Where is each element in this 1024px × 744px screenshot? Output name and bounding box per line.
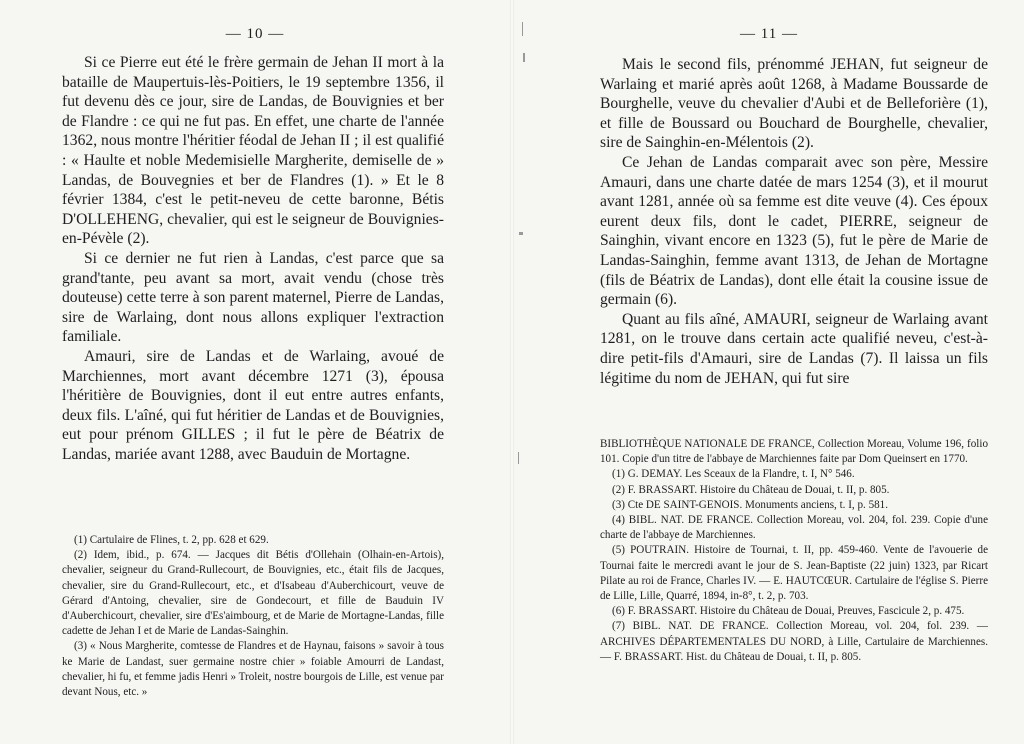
footnote: (7) BIBL. NAT. DE FRANCE. Collection Moreau, vol. 204, fol. 239. — ARCHIVES DÉPARTEMENTALES DU NORD, à Lille, Cartulaire de Marchiennes. — F. BRASSART. Hist. du Château de Douai, t. II, p. 805. [600, 620, 988, 663]
footnote: (5) POUTRAIN. Histoire de Tournai, t. II, pp. 459-460. Vente de l'avouerie de Tournai faite le mercredi avant le jour de S. Jean-Baptiste (22 juin) 1323, par Ricart Pilate au roi de France, Charles IV. — E. HAUTCŒUR. Cartulaire de l'église S. Pierre de Lille, Lille, Quarré, 1894, in-8°, t. 2, p. 703. [600, 544, 988, 603]
right-page [514, 0, 1024, 744]
body-text [62, 53, 444, 464]
footnote: (3) Cte DE SAINT-GENOIS. Monuments anciens, t. I, p. 581. [612, 498, 888, 511]
paragraph: Amauri, sire de Landas et de Warlaing, avoué de Marchiennes, mort avant décembre 1271 (3), épousa l'héritière de Bouvignies, dont il eut entre autres enfants, deux fils. L'aîné, qui fut héritier de Landas et de Bouvignies, eut pour prénom GILLES ; il fut le père de Béatrix de Landas, mariée avant 1288, avec Bauduin de Mortagne. [62, 347, 444, 463]
footnote: (1) Cartulaire de Flines, t. 2, pp. 628 et 629. [74, 534, 269, 546]
paragraph: Quant au fils aîné, AMAURI, seigneur de Warlaing avant 1281, on le trouve dans certain acte qualifié neveu, c'est-à-dire petit-fils d'Amauri, sire de Landas (7). Il laissa un fils légitime du nom de JEHAN, qui fut sire [600, 310, 988, 387]
paragraph: Ce Jehan de Landas comparait avec son père, Messire Amauri, dans une charte datée de mars 1254 (3), et il mourut avant 1281, année où sa femme est dite veuve (4). Ces époux eurent deux fils, dont le cadet, PIERRE, seigneur de Sainghin, vivant encore en 1323 (5), fut le père de Marie de Landas-Sainghin, femme avant 1313, de Jehan de Mortagne (fils de Béatrix de Landas), dont elle était la cousine issue de germain (6). [600, 153, 988, 309]
body-text [600, 55, 988, 388]
footnote: (3) « Nous Margherite, comtesse de Flandres et de Haynau, faisons » savoir à tous ke Marie de Landast, suer germaine nostre chier » foiable Amourri de Landast, chevalier, hi fu, et femme jadis Henri » Troleit, nostre bourgois de Lille, est venue par devant Nous, etc. » [62, 640, 444, 699]
left-page [0, 0, 510, 744]
footnote-continuation: BIBLIOTHÈQUE NATIONALE DE FRANCE, Collection Moreau, Volume 196, folio 101. Copie d'un titre de l'abbaye de Marchiennes faite par Dom Queinsert en 1770. [600, 438, 988, 466]
paragraph: Si ce dernier ne fut rien à Landas, c'est parce que sa grand'tante, peu avant sa mort, avait vendu (chose très douteuse) cette terre à son parent maternel, Pierre de Landas, sire de Warlaing, dont nous allons expliquer l'extraction familiale. [62, 249, 444, 346]
page-number: — 10 — [225, 26, 285, 42]
footnote: (1) G. DEMAY. Les Sceaux de la Flandre, t. I, N° 546. [612, 468, 855, 481]
footnote: (2) Idem, ibid., p. 674. — Jacques dit Bétis d'Ollehain (Olhain-en-Artois), chevalier, seigneur du Grand-Rullecourt, de Bouvignies, etc., était fils de Jacques, chevalier, sire du Grand-Rullecourt, etc., et d'Isabeau d'Auberchicourt, veuve de Gérard d'Antoing, chevalier, sire de Gondecourt, et fille de Bauduin IV d'Auberchicourt, chevalier, sire d'Es'aimbourg, et de Marie de Mortagne-Landas, fille cadette de Jehan I et de Marie de Landas-Sainghin. [62, 549, 444, 638]
footnotes [62, 533, 444, 700]
footnote: (2) F. BRASSART. Histoire du Château de Douai, t. II, p. 805. [612, 483, 890, 496]
footnote: (4) BIBL. NAT. DE FRANCE. Collection Moreau, vol. 204, fol. 239. Copie d'une charte de l'abbaye de Marchiennes. [600, 514, 988, 542]
paragraph: Si ce Pierre eut été le frère germain de Jehan II mort à la bataille de Maupertuis-lès-Poitiers, le 19 septembre 1356, il fut devenu dès ce jour, sire de Landas, de Bouvignies et ber de Flandre : ce qui ne fut pas. En effet, une charte de l'année 1362, nous montre l'héritier féodal de Jehan II ; il est qualifié : « Haulte et noble Medemisielle Margherite, demiselle de » Landas, de Bouvegnies et ber de Flandres (1). » Et le 8 février 1384, c'est le petit-neveu de cette baronne, Bétis D'OLLEHENG, chevalier, qui est le seigneur de Bouvignies-en-Pévèle (2). [62, 54, 444, 248]
page-number: — 11 — [740, 26, 798, 42]
footnote: (6) F. BRASSART. Histoire du Château de Douai, Preuves, Fascicule 2, p. 475. [612, 605, 965, 618]
paragraph: Mais le second fils, prénommé JEHAN, fut seigneur de Warlaing et marié après août 1268, à Madame Boussarde de Bourghelle, veuve du chevalier d'Aubi et de Belleforière (1), et fille de Boussard ou Bouchard de Bourghelle, chevalier, sire de Sainghin-en-Mélentois (2). [600, 56, 988, 152]
footnotes [600, 437, 988, 665]
